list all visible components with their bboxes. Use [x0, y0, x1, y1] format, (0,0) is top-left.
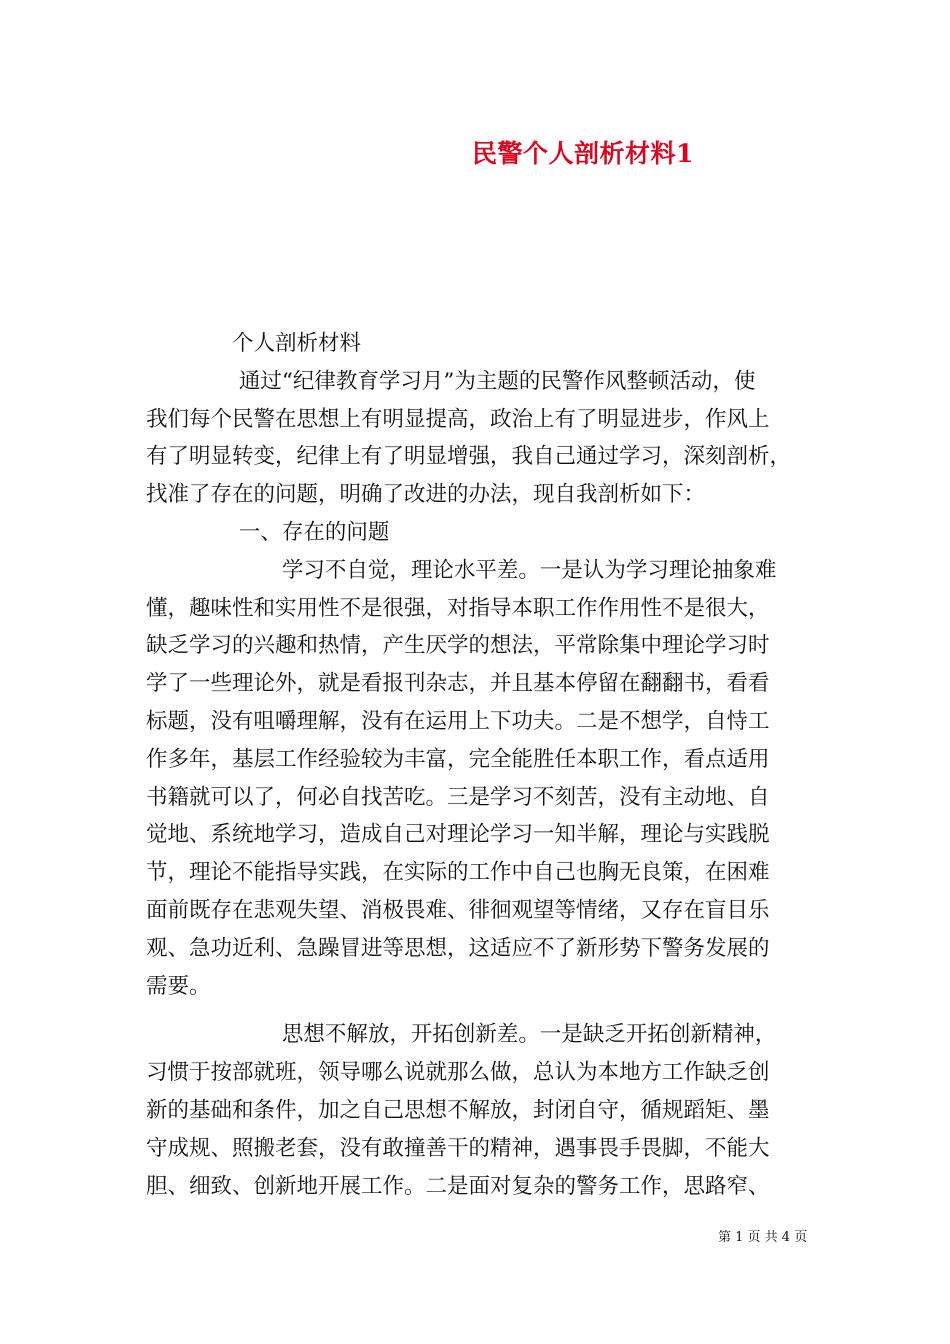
page-title: 民警个人剖析材料1: [472, 139, 694, 168]
text-line: 胆、细致、创新地开展工作。二是面对复杂的警务工作，思路窄、: [146, 1173, 770, 1199]
text-line: 我们每个民警在思想上有明显提高，政治上有了明显进步，作风上: [146, 406, 770, 432]
text-line: 守成规、照搬老套，没有敢撞善干的精神，遇事畏手畏脚，不能大: [146, 1135, 770, 1161]
text-line: 懂，趣味性和实用性不是很强，对指导本职工作作用性不是很大，: [146, 595, 770, 621]
text-line: 思想不解放，开拓创新差。一是缺乏开拓创新精神，: [146, 1022, 777, 1048]
text-line: 学习不自觉，理论水平差。一是认为学习理论抽象难: [146, 557, 777, 583]
text-line: 找准了存在的问题，明确了改进的办法，现自我剖析如下：: [146, 482, 706, 508]
text-line: 作多年，基层工作经验较为丰富，完全能胜任本职工作，看点适用: [146, 746, 770, 772]
text-line: 面前既存在悲观失望、消极畏难、徘徊观望等情绪，又存在盲目乐: [146, 897, 770, 923]
text-line: 学了一些理论外，就是看报刊杂志，并且基本停留在翻翻书，看看: [146, 671, 770, 697]
text-line: 新的基础和条件，加之自己思想不解放，封闭自守，循规蹈矩、墨: [146, 1097, 770, 1123]
text-line: 节，理论不能指导实践，在实际的工作中自己也胸无良策，在困难: [146, 860, 770, 886]
text-line: 一、存在的问题: [146, 519, 390, 545]
text-line: 书籍就可以了，何必自找苦吃。三是学习不刻苦，没有主动地、自: [146, 784, 770, 810]
text-line: 缺乏学习的兴趣和热情，产生厌学的想法，平常除集中理论学习时: [146, 633, 770, 659]
text-line: 习惯于按部就班，领导哪么说就那么做，总认为本地方工作缺乏创: [146, 1060, 770, 1086]
text-line: 需要。: [146, 973, 211, 999]
text-line: 有了明显转变，纪律上有了明显增强，我自己通过学习，深刻剖析，: [146, 444, 792, 470]
text-line: 个人剖析材料: [146, 331, 362, 356]
page-number-footer: 第 1 页 共 4 页: [718, 1230, 808, 1245]
text-line: 标题，没有咀嚼理解，没有在运用上下功夫。二是不想学，自恃工: [146, 708, 770, 734]
text-line: 觉地、系统地学习，造成自己对理论学习一知半解，理论与实践脱: [146, 822, 770, 848]
text-line: 通过“纪律教育学习月”为主题的民警作风整顿活动，使: [146, 368, 756, 394]
document-body: [146, 325, 808, 1205]
text-line: 观、急功近利、急躁冒进等思想，这适应不了新形势下警务发展的: [146, 935, 770, 961]
